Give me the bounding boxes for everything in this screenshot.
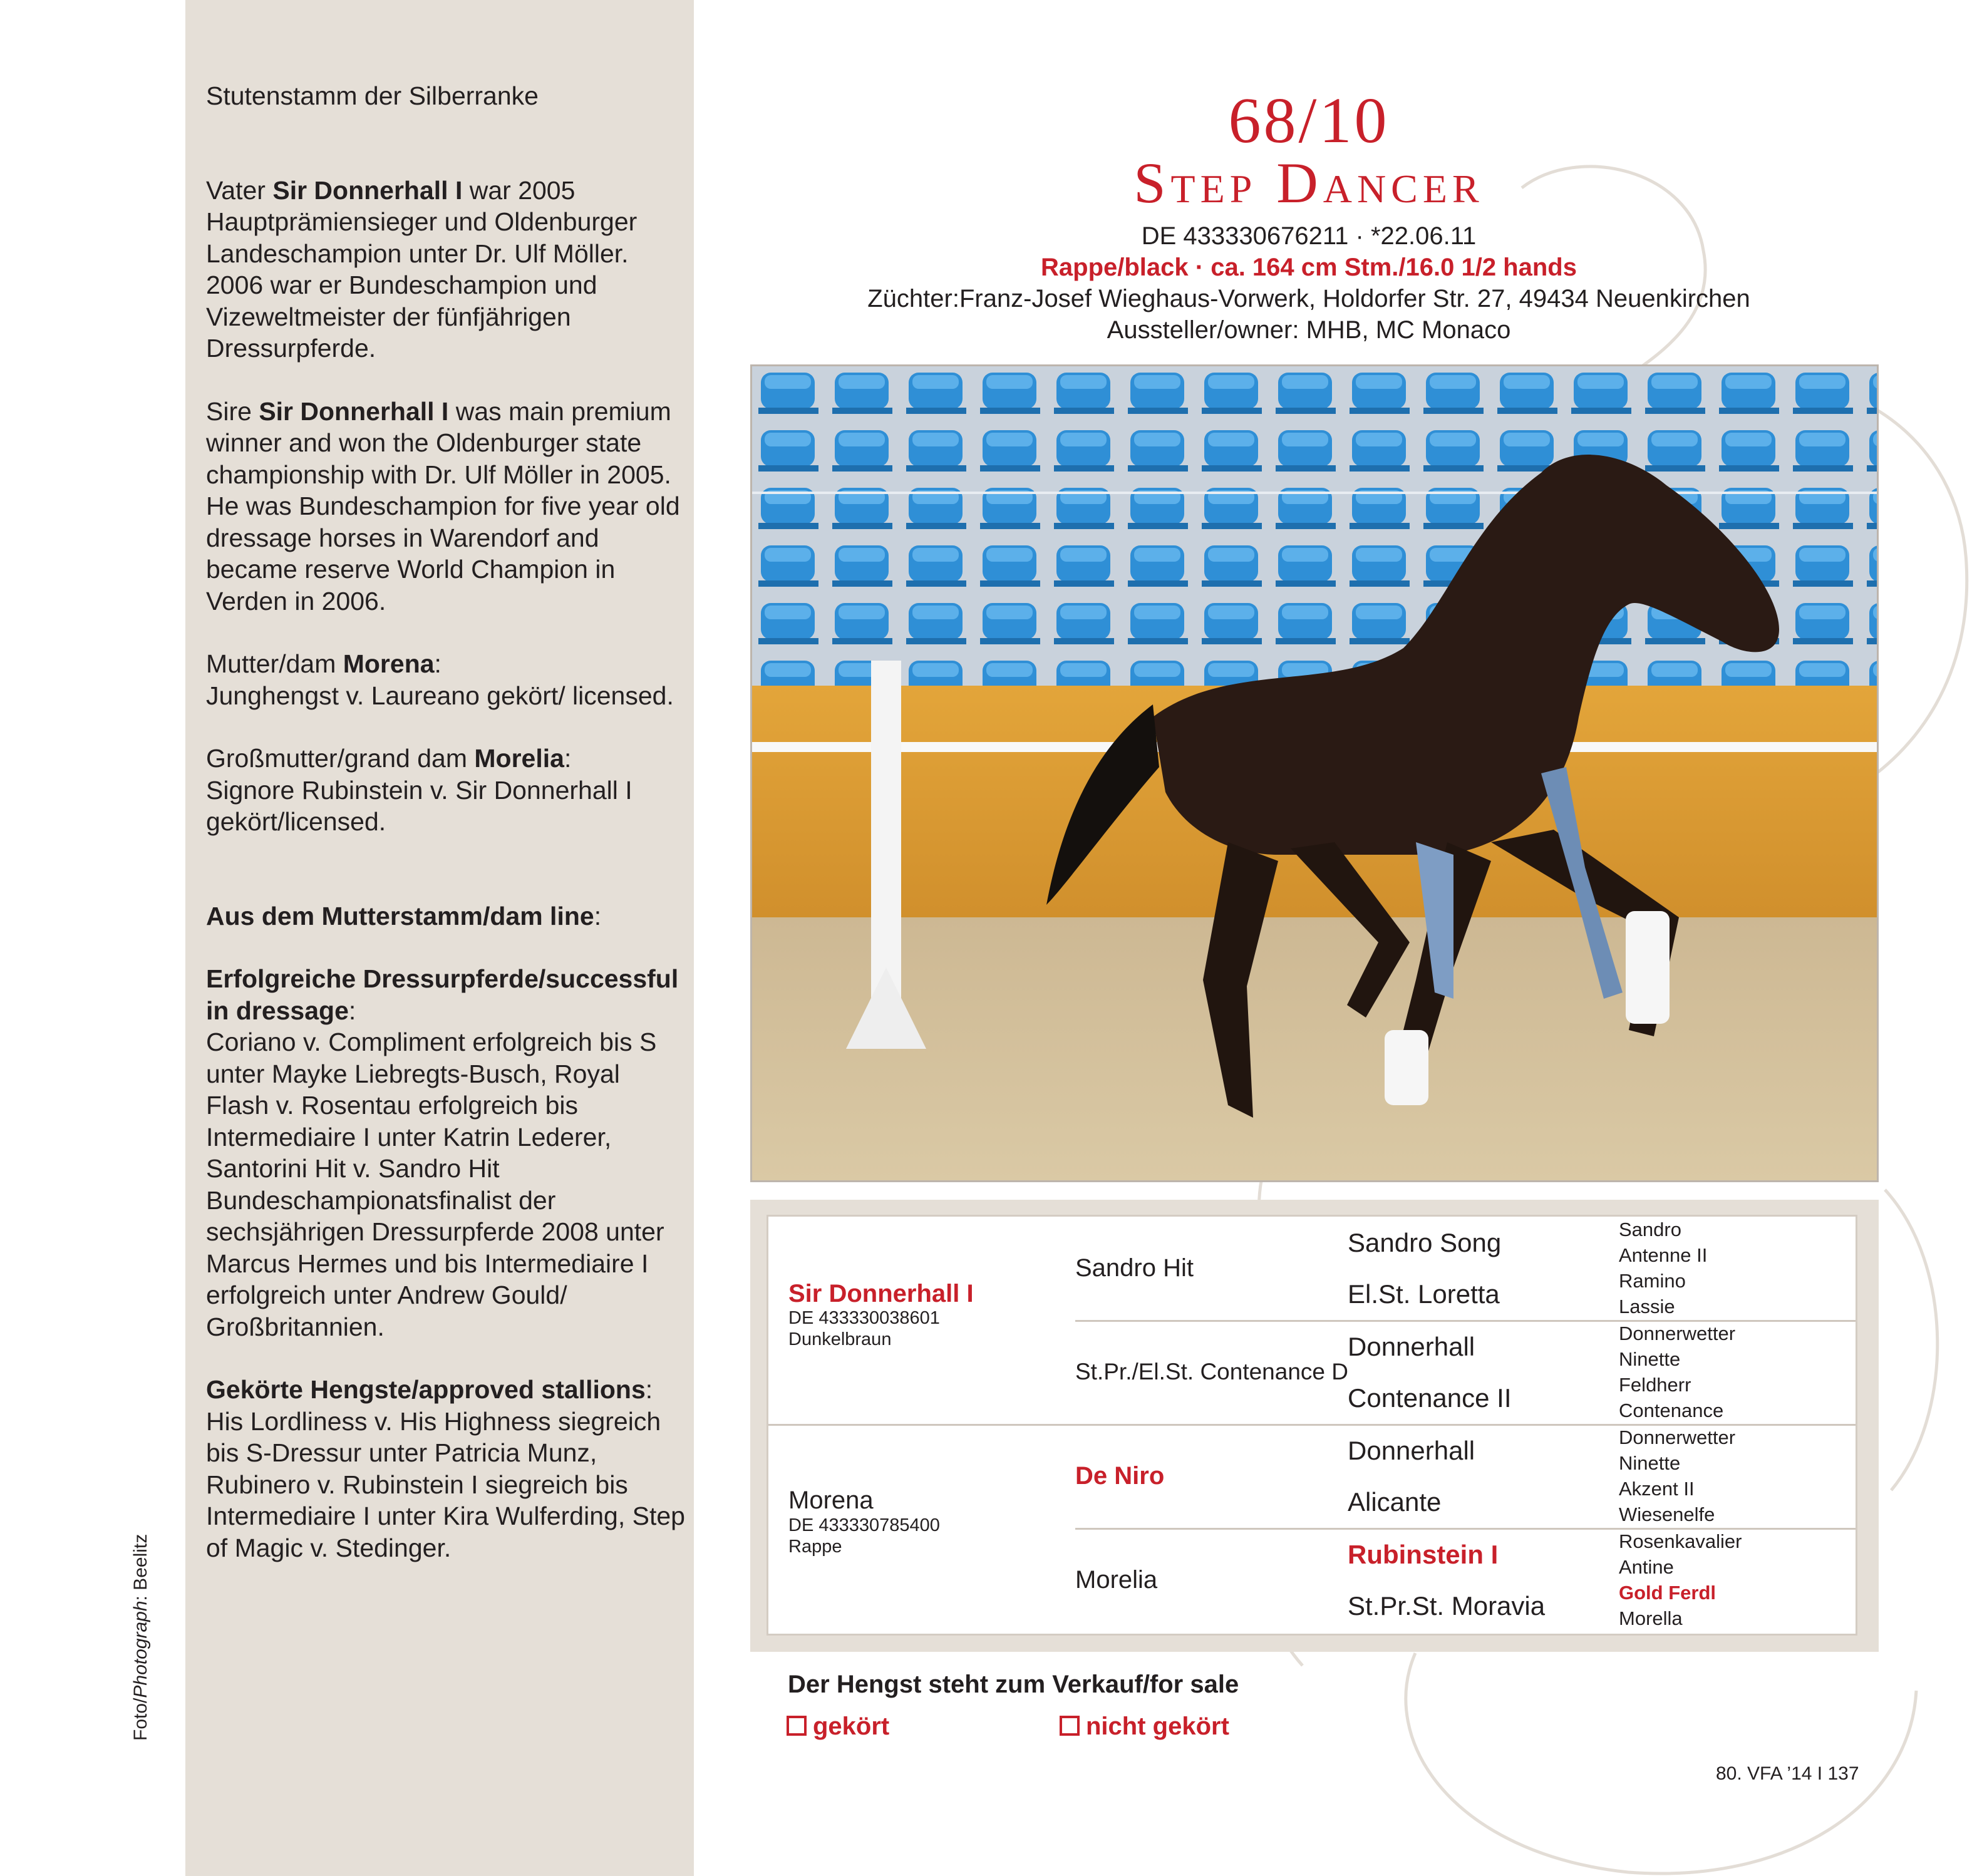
horse-photo-illustration — [752, 366, 1877, 1180]
gen4-3: Ramino — [1619, 1270, 1686, 1292]
dam-line-heading: Aus dem Mutterstamm/dam line: — [206, 901, 602, 930]
gen3-8: St.Pr.St. Moravia — [1348, 1591, 1546, 1621]
gen4-14: Antine — [1619, 1556, 1674, 1578]
granddam-maternal: Morelia — [1075, 1566, 1158, 1594]
page-folio: 80. VFA ’14 I 137 — [1716, 1763, 1859, 1784]
sire-paragraph-en: Sire Sir Donnerhall I was main premium winner and won the Oldenburger state championship with Dr. Ulf Möller in 2005. He was Bundeschampion for five year old dressage horses in Warendorf and became reserve World Champion in Verden in 2006. — [206, 396, 680, 616]
gen4-5: Donnerwetter — [1619, 1322, 1736, 1344]
gen4-2: Antenne II — [1619, 1244, 1708, 1266]
mare-family-line: Stutenstamm der Silberranke — [206, 81, 539, 110]
gen3-5: Donnerhall — [1348, 1436, 1475, 1465]
gen3-6: Alicante — [1348, 1487, 1442, 1517]
sidebar-text — [206, 80, 688, 1595]
grand-dam-paragraph: Großmutter/grand dam Morelia: Signore Rubinstein v. Sir Donnerhall I gekört/licensed. — [206, 744, 632, 836]
grandsire-paternal: Sandro Hit — [1075, 1254, 1194, 1282]
successful-dressage-paragraph: Erfolgreiche Dressurpferde/successful in dressage: Coriano v. Compliment erfolgreich bis S unter Mayke Liebregts-Busch, Royal Flash v. Rosentau erfolgreich bis Intermediaire I unter Katrin Lederer, Santorini Hit v. Sandro Hit Bundeschampionatsfinalist der sechsjährigen Dressurpferde 2008 unter Marcus Hermes und bis Intermediaire I erfolgreich unter Andrew Gould/ Großbritannien. — [206, 964, 679, 1341]
gen3-1: Sandro Song — [1348, 1228, 1502, 1257]
for-sale-heading: Der Hengst steht zum Verkauf/for sale — [788, 1671, 1239, 1698]
horse-name: Step Dancer — [1133, 151, 1484, 215]
gen3-7: Rubinstein I — [1348, 1540, 1499, 1569]
gen4-9: Donnerwetter — [1619, 1426, 1736, 1448]
horse-photo — [750, 364, 1879, 1182]
gen4-12: Wiesenelfe — [1619, 1503, 1715, 1525]
pedigree-panel — [750, 1200, 1879, 1652]
sire-registration: DE 433330038601 — [788, 1308, 940, 1328]
gen4-4: Lassie — [1619, 1296, 1675, 1317]
gen4-7: Feldherr — [1619, 1374, 1691, 1396]
breeder-line: Züchter:Franz-Josef Wieghaus-Vorwerk, Holdorfer Str. 27, 49434 Neuenkirchen — [867, 285, 1750, 312]
granddam-paternal: St.Pr./El.St. Contenance D — [1075, 1359, 1348, 1384]
checkbox-approved[interactable] — [787, 1716, 807, 1736]
option-approved[interactable]: gekört — [787, 1713, 889, 1741]
gen4-8: Contenance — [1619, 1399, 1724, 1421]
dam-registration: DE 433330785400 — [788, 1515, 940, 1535]
sire-color: Dunkelbraun — [788, 1329, 892, 1349]
gen4-1: Sandro — [1619, 1219, 1681, 1240]
gen3-2: El.St. Loretta — [1348, 1279, 1500, 1309]
photo-credit: Foto/Photograph: Beelitz — [130, 1533, 151, 1741]
owner-line: Aussteller/owner: MHB, MC Monaco — [1107, 316, 1511, 344]
color-height-line: Rappe/black · ca. 164 cm Stm./16.0 1/2 hands — [1041, 254, 1577, 281]
registration-line: DE 433330676211 · *22.06.11 — [1141, 222, 1477, 250]
grandsire-maternal: De Niro — [1075, 1462, 1165, 1490]
approved-stallions-paragraph: Gekörte Hengste/approved stallions: His Lordliness v. His Highness siegreich bis S-Dressur unter Patricia Munz, Rubinero v. Rubinstein I siegreich bis Intermediaire I unter Kira Wulferding, Step of Magic v. Stedinger. — [206, 1375, 685, 1562]
lot-number: 68/10 — [1228, 85, 1390, 157]
dam-name: Morena — [788, 1487, 874, 1514]
gen3-4: Contenance II — [1348, 1383, 1512, 1413]
dam-paragraph: Mutter/dam Morena: Junghengst v. Laureano gekört/ licensed. — [206, 649, 674, 710]
sire-name: Sir Donnerhall I — [788, 1280, 974, 1307]
gen3-3: Donnerhall — [1348, 1332, 1475, 1361]
gen4-16: Morella — [1619, 1607, 1683, 1629]
pedigree-table — [767, 1215, 1857, 1636]
gen4-10: Ninette — [1619, 1452, 1681, 1474]
gen4-11: Akzent II — [1619, 1478, 1695, 1500]
gen4-6: Ninette — [1619, 1348, 1681, 1370]
gen4-13: Rosenkavalier — [1619, 1530, 1742, 1552]
gen4-15: Gold Ferdl — [1619, 1582, 1716, 1604]
checkbox-not-approved[interactable] — [1060, 1716, 1080, 1736]
pedigree-divider — [1075, 1320, 1856, 1322]
option-not-approved[interactable]: nicht gekört — [1060, 1713, 1229, 1741]
sire-paragraph-de: Vater Sir Donnerhall I war 2005 Hauptprämiensieger und Oldenburger Landeschampion unter Dr. Ulf Möller. 2006 war er Bundeschampion und Vizeweltmeister der fünfjährigen Dressurpferde. — [206, 175, 638, 363]
dam-color: Rappe — [788, 1537, 842, 1557]
